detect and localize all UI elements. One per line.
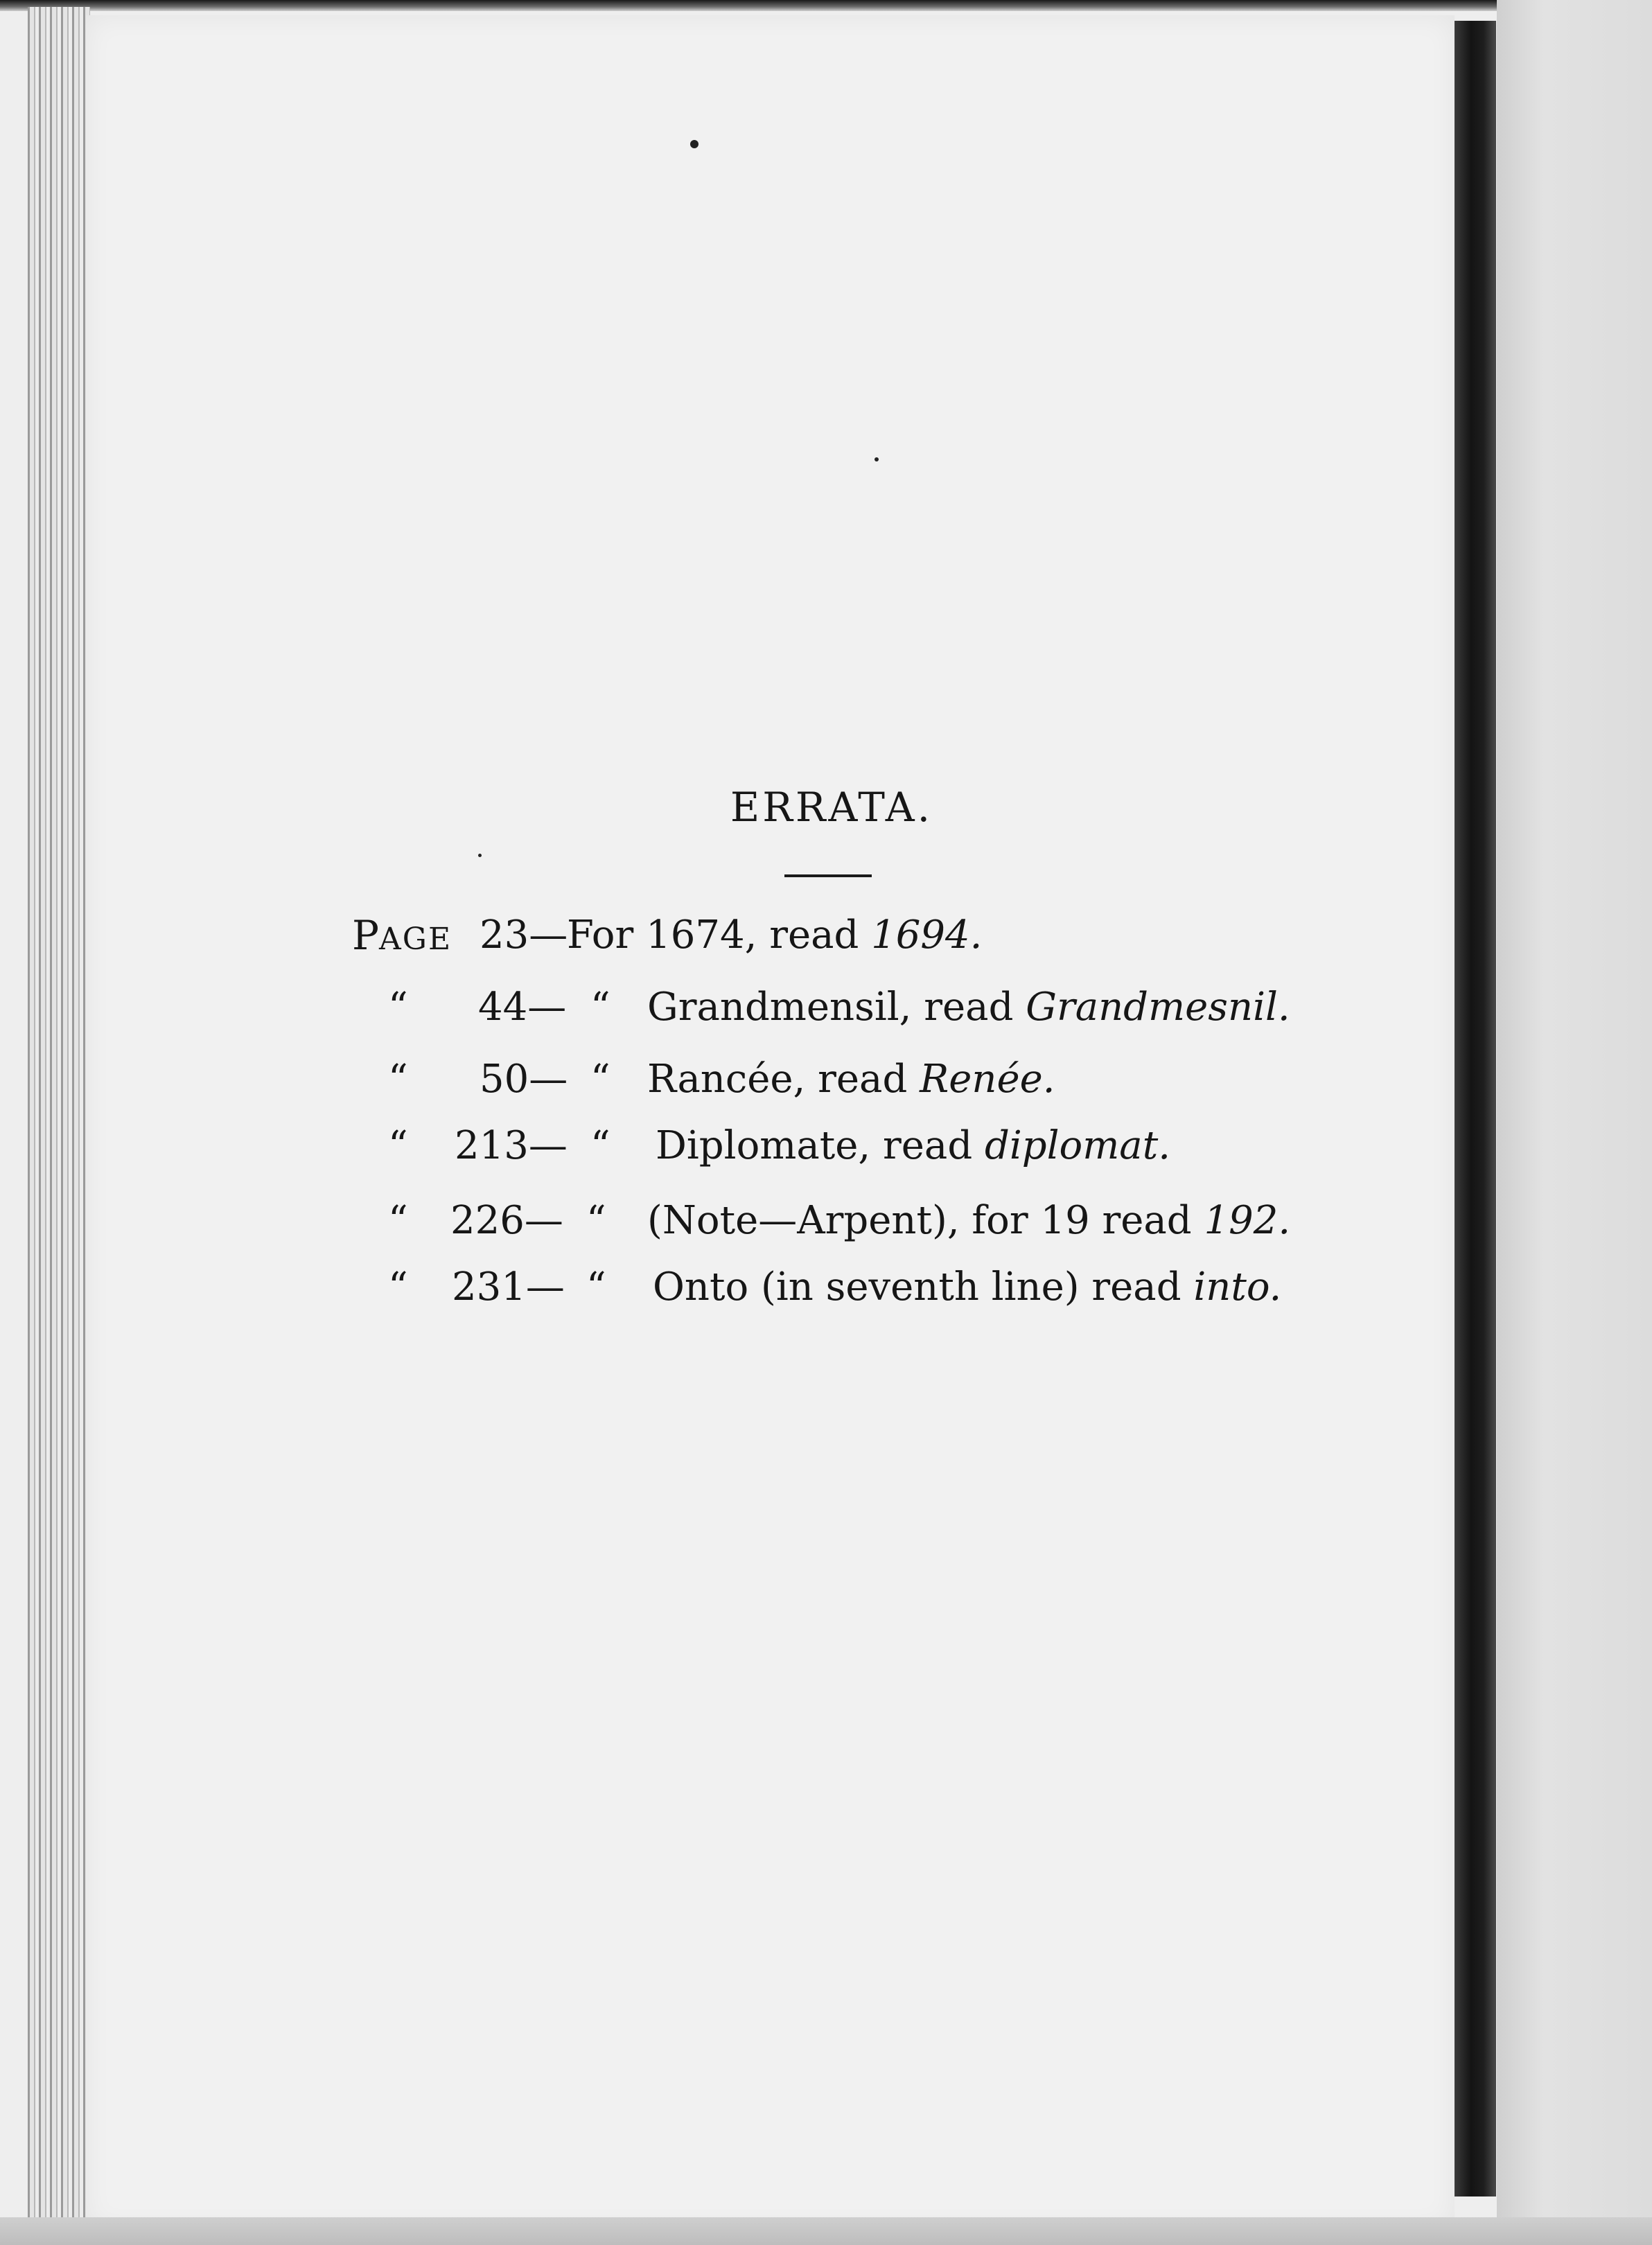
ditto-mark: “ — [388, 1057, 408, 1102]
ink-speck — [478, 854, 482, 857]
correction-text: 1694. — [871, 913, 983, 958]
errata-heading — [714, 776, 949, 838]
correction-text: diplomat. — [984, 1123, 1170, 1168]
errata-heading-text: ERRATA. — [730, 784, 933, 831]
errata-entry — [0, 1260, 1652, 1315]
scan-top-edge — [0, 0, 1652, 11]
correction-text: Grandmesnil. — [1026, 985, 1290, 1030]
ink-speck — [690, 140, 698, 148]
errata-entry — [0, 980, 1652, 1035]
errata-entry — [0, 908, 1652, 963]
entry-text: For 1674, read 1694. — [567, 913, 983, 958]
page-label: PAGE — [352, 912, 452, 959]
errata-entry — [0, 1118, 1652, 1174]
ref-ditto-mark: “ — [590, 1123, 610, 1168]
heading-rule — [784, 874, 872, 877]
ref-ditto-mark: “ — [586, 1265, 606, 1310]
errata-entry — [0, 1193, 1652, 1249]
book-spine — [1455, 21, 1496, 2196]
ditto-mark: “ — [388, 1123, 408, 1168]
ref-ditto-mark: “ — [586, 1198, 606, 1243]
ref-ditto-mark: “ — [590, 1057, 610, 1102]
page-edges — [28, 7, 90, 2228]
page-number: 213— — [455, 1123, 568, 1168]
ditto-mark: “ — [388, 1198, 408, 1243]
page-number: 44— — [478, 985, 567, 1030]
correction-text: Renée. — [920, 1057, 1055, 1102]
entry-text: Grandmensil, read Grandmesnil. — [647, 985, 1290, 1030]
ditto-mark: “ — [388, 985, 408, 1030]
scan-bottom-edge — [0, 2217, 1652, 2245]
correction-text: 192. — [1204, 1198, 1291, 1243]
entry-text: Diplomate, read diplomat. — [656, 1123, 1170, 1168]
page-number: 226— — [450, 1198, 563, 1243]
entry-text: (Note—Arpent), for 19 read 192. — [647, 1198, 1291, 1243]
correction-text: into. — [1193, 1265, 1282, 1310]
page-number: 231— — [452, 1265, 565, 1310]
page-number: 23— — [480, 913, 568, 958]
ref-ditto-mark: “ — [590, 985, 610, 1030]
page-number: 50— — [480, 1057, 568, 1102]
errata-entry — [0, 1052, 1652, 1107]
entry-text: Rancée, read Renée. — [647, 1057, 1055, 1102]
ditto-mark: “ — [388, 1265, 408, 1310]
ink-speck — [875, 457, 879, 461]
entry-text: Onto (in seventh line) read into. — [653, 1265, 1282, 1310]
